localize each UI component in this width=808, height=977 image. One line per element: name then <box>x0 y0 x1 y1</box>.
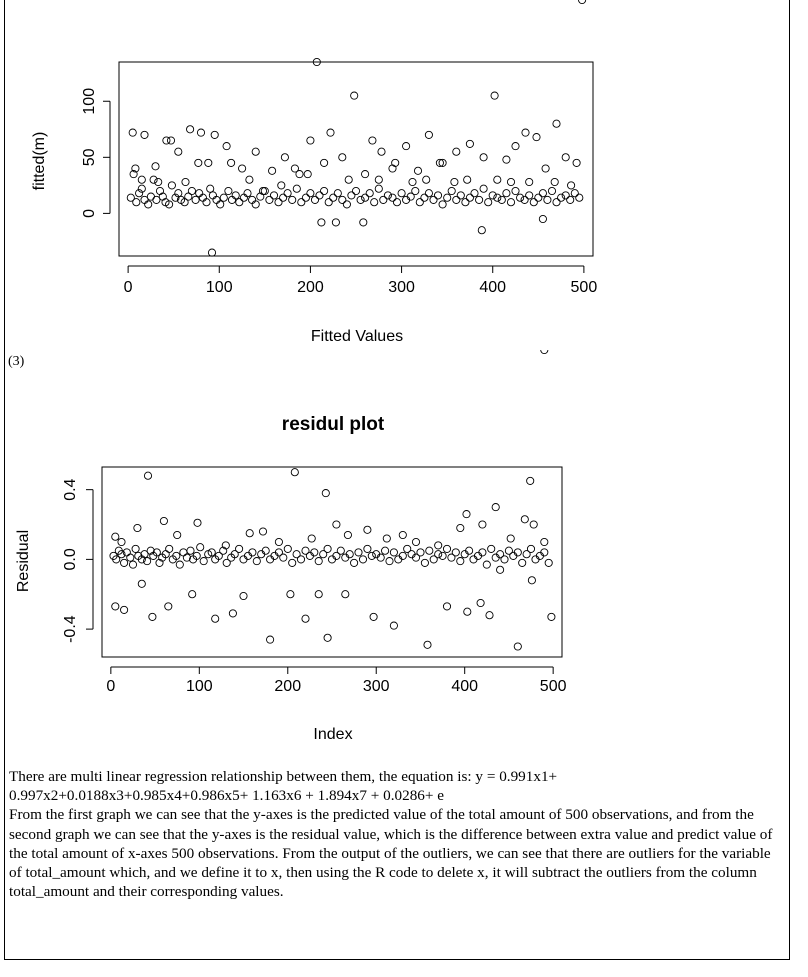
residual-plot-chart <box>0 350 808 760</box>
chart1-data-point <box>576 194 583 201</box>
chart1-data-point <box>208 249 215 256</box>
chart2-data-point <box>412 538 419 545</box>
chart2-data-point <box>483 561 490 568</box>
chart2-data-point <box>463 511 470 518</box>
chart2-data-point <box>112 603 119 610</box>
chart1-data-point <box>526 192 533 199</box>
chart2-data-point <box>302 615 309 622</box>
chart1-y-tick-label: 100 <box>81 87 98 115</box>
chart1-data-point <box>448 187 455 194</box>
chart2-data-point <box>541 350 548 354</box>
chart2-data-point <box>333 521 340 528</box>
chart1-data-point <box>362 194 369 201</box>
chart2-data-point <box>166 545 173 552</box>
chart2-data-point <box>545 559 552 566</box>
chart1-data-point <box>307 137 314 144</box>
chart2-data-point <box>386 558 393 565</box>
chart1-data-point <box>444 194 451 201</box>
chart2-data-point <box>287 591 294 598</box>
chart2-x-tick-label: 100 <box>185 678 213 695</box>
chart1-data-point <box>280 194 287 201</box>
chart1-data-point <box>348 192 355 199</box>
chart1-data-point <box>476 196 483 203</box>
chart1-data-point <box>558 194 565 201</box>
chart1-data-point <box>451 178 458 185</box>
chart2-data-point <box>337 547 344 554</box>
chart2-data-point <box>464 608 471 615</box>
chart2-data-point <box>435 551 442 558</box>
chart1-data-point <box>345 176 352 183</box>
chart1-data-point <box>236 199 243 206</box>
chart1-data-point <box>199 194 206 201</box>
chart1-data-point <box>298 199 305 206</box>
chart2-data-point <box>521 516 528 523</box>
chart1-data-point <box>352 187 359 194</box>
regression-equation-text: There are multi linear regression relationship between them, the equation is: y = 0.991x1+ 0.997x2+0.0188x3+0.985x4+0.986x5+ 1.163x6 + 1.894x7 + 0.0286+ e <box>9 768 558 805</box>
chart1-data-point <box>147 193 154 200</box>
chart1-data-point <box>362 171 369 178</box>
chart1-data-point <box>503 190 510 197</box>
chart2-data-point <box>291 469 298 476</box>
chart2-y-tick-label: 0.4 <box>62 478 79 501</box>
chart2-data-point <box>160 517 167 524</box>
chart1-data-point <box>375 185 382 192</box>
chart1-data-point <box>507 178 514 185</box>
chart1-data-point <box>321 159 328 166</box>
chart1-data-point <box>384 192 391 199</box>
chart2-data-point <box>176 561 183 568</box>
chart1-data-point <box>152 163 159 170</box>
chart2-data-point <box>315 558 322 565</box>
chart1-data-point <box>209 192 216 199</box>
chart2-y-tick-label: -0.4 <box>62 615 79 643</box>
chart1-data-point <box>573 159 580 166</box>
chart1-data-point <box>478 227 485 234</box>
chart1-data-point <box>225 187 232 194</box>
chart1-data-point <box>302 194 309 201</box>
chart1-data-point <box>343 201 350 208</box>
chart2-data-point <box>492 504 499 511</box>
chart2-data-point <box>355 549 362 556</box>
chart1-data-point <box>192 196 199 203</box>
chart1-data-point <box>232 192 239 199</box>
chart1-data-point <box>244 190 251 197</box>
chart1-data-point <box>307 190 314 197</box>
chart1-data-point <box>220 194 227 201</box>
chart1-data-point <box>553 199 560 206</box>
chart2-data-point <box>435 542 442 549</box>
chart2-data-point <box>479 521 486 528</box>
chart2-data-point <box>197 544 204 551</box>
chart2-data-point <box>488 545 495 552</box>
chart1-data-point <box>522 129 529 136</box>
chart2-data-point <box>486 612 493 619</box>
chart1-y-tick-label: 0 <box>81 208 98 218</box>
chart1-data-point <box>498 196 505 203</box>
chart1-data-point <box>351 92 358 99</box>
chart2-data-point <box>382 547 389 554</box>
chart1-data-point <box>196 190 203 197</box>
chart2-data-point <box>477 599 484 606</box>
chart1-data-point <box>270 192 277 199</box>
chart1-data-point <box>380 196 387 203</box>
chart1-x-tick-label: 300 <box>388 279 415 296</box>
chart2-data-point <box>174 531 181 538</box>
chart1-data-point <box>228 159 235 166</box>
chart1-data-point <box>275 199 282 206</box>
chart2-data-point <box>519 559 526 566</box>
chart1-data-point <box>145 201 152 208</box>
chart1-data-point <box>471 190 478 197</box>
chart1-data-point <box>203 199 210 206</box>
chart2-data-point <box>267 636 274 643</box>
chart2-data-point <box>121 559 128 566</box>
chart2-data-point <box>138 580 145 587</box>
chart2-data-point <box>189 591 196 598</box>
chart1-data-point <box>494 194 501 201</box>
explanation-paragraph <box>9 767 779 901</box>
chart1-data-point <box>188 187 195 194</box>
chart1-data-point <box>366 190 373 197</box>
chart2-data-point <box>280 554 287 561</box>
chart1-data-point <box>334 190 341 197</box>
chart1-data-point <box>491 92 498 99</box>
chart1-data-point <box>159 193 166 200</box>
chart2-data-point <box>364 545 371 552</box>
chart1-data-point <box>512 187 519 194</box>
chart2-data-point <box>149 613 156 620</box>
chart1-data-point <box>457 192 464 199</box>
chart1-data-point <box>567 196 574 203</box>
chart1-data-point <box>553 120 560 127</box>
chart1-data-point <box>542 165 549 172</box>
chart1-data-point <box>398 190 405 197</box>
chart1-data-point <box>175 148 182 155</box>
chart2-ylabel: Residual <box>15 529 32 593</box>
chart1-data-point <box>551 178 558 185</box>
chart1-data-point <box>503 156 510 163</box>
chart2-data-point <box>127 554 134 561</box>
chart2-data-point <box>527 477 534 484</box>
chart2-data-point <box>421 559 428 566</box>
chart2-data-point <box>322 490 329 497</box>
chart2-data-point <box>457 558 464 565</box>
chart2-data-point <box>417 549 424 556</box>
chart1-x-tick-label: 500 <box>570 279 598 296</box>
chart1-data-point <box>281 154 288 161</box>
chart1-data-point <box>412 187 419 194</box>
chart1-data-point <box>571 190 578 197</box>
chart1-data-point <box>512 143 519 150</box>
chart1-data-point <box>293 185 300 192</box>
chart2-data-point <box>424 641 431 648</box>
chart1-data-point <box>464 176 471 183</box>
chart1-data-point <box>414 167 421 174</box>
chart1-data-point <box>213 196 220 203</box>
chart2-data-point <box>194 519 201 526</box>
chart1-data-point <box>141 131 148 138</box>
chart1-data-point <box>269 167 276 174</box>
chart1-data-point <box>579 0 586 4</box>
chart1-data-point <box>291 165 298 172</box>
chart1-data-point <box>228 196 235 203</box>
chart1-data-point <box>211 131 218 138</box>
chart2-data-point <box>187 547 194 554</box>
chart1-data-point <box>249 196 256 203</box>
interpretation-text: From the first graph we can see that the y-axes is the predicted value of the total amount of 500 observations, and from the second graph we can see that the y-axes is the residual value, which is the difference between extra value and predict value of the total amount of x-axes 500 observations. From the output of the outliers, we can see that there are outliers for the variable of total_amount which, and we define it to x, then using the R code to delete x, it will subtract the outliers from the column total_amount and their corresponding values. <box>9 806 773 901</box>
chart2-data-point <box>359 556 366 563</box>
chart2-data-point <box>548 613 555 620</box>
chart1-data-point <box>539 215 546 222</box>
chart2-data-point <box>541 538 548 545</box>
chart1-data-point <box>321 187 328 194</box>
chart1-data-point <box>327 129 334 136</box>
chart2-data-point <box>364 526 371 533</box>
chart1-data-point <box>530 199 537 206</box>
chart1-data-point <box>507 199 514 206</box>
chart2-data-point <box>132 545 139 552</box>
chart1-data-point <box>187 126 194 133</box>
chart1-data-point <box>182 178 189 185</box>
chart1-data-point <box>480 154 487 161</box>
chart2-data-point <box>443 545 450 552</box>
chart2-data-point <box>439 552 446 559</box>
chart1-data-point <box>544 196 551 203</box>
chart1-data-point <box>392 159 399 166</box>
chart1-data-point <box>156 187 163 194</box>
chart1-data-point <box>197 129 204 136</box>
chart1-data-point <box>259 187 266 194</box>
chart2-data-point <box>134 524 141 531</box>
chart2-y-tick-label: 0.0 <box>62 548 79 571</box>
chart1-data-point <box>278 182 285 189</box>
chart2-data-point <box>315 591 322 598</box>
chart1-data-point <box>155 178 162 185</box>
chart1-data-point <box>369 137 376 144</box>
chart1-data-point <box>453 196 460 203</box>
chart2-data-point <box>275 538 282 545</box>
chart2-data-point <box>289 559 296 566</box>
chart1-data-point <box>434 192 441 199</box>
chart1-x-tick-label: 0 <box>123 279 133 296</box>
chart2-data-point <box>121 606 128 613</box>
chart1-data-point <box>133 199 140 206</box>
chart1-data-point <box>421 194 428 201</box>
chart2-data-point <box>497 566 504 573</box>
chart1-data-point <box>485 199 492 206</box>
chart2-data-point <box>236 545 243 552</box>
chart2-data-point <box>443 603 450 610</box>
chart1-x-tick-label: 400 <box>479 279 507 296</box>
chart2-data-point <box>501 556 508 563</box>
chart1-data-point <box>378 148 385 155</box>
chart2-data-point <box>351 559 358 566</box>
chart1-data-point <box>423 176 430 183</box>
chart1-data-point <box>389 165 396 172</box>
chart1-data-point <box>339 196 346 203</box>
chart2-data-point <box>112 533 119 540</box>
chart2-data-point <box>246 530 253 537</box>
chart2-data-point <box>180 549 187 556</box>
chart2-data-point <box>259 528 266 535</box>
chart1-data-point <box>562 192 569 199</box>
chart2-data-point <box>229 610 236 617</box>
chart1-data-point <box>526 178 533 185</box>
chart2-data-point <box>514 643 521 650</box>
chart1-data-point <box>357 196 364 203</box>
chart2-x-tick-label: 500 <box>539 678 567 695</box>
chart1-data-point <box>240 194 247 201</box>
chart1-data-point <box>252 148 259 155</box>
chart1-data-point <box>217 201 224 208</box>
chart2-data-point <box>284 545 291 552</box>
chart1-data-point <box>375 176 382 183</box>
chart1-data-point <box>325 199 332 206</box>
chart2-data-point <box>118 538 125 545</box>
chart1-data-point <box>252 201 259 208</box>
chart2-data-point <box>212 615 219 622</box>
chart2-data-point <box>324 545 331 552</box>
chart1-data-point <box>167 137 174 144</box>
chart1-data-point <box>439 201 446 208</box>
chart1-data-point <box>430 196 437 203</box>
chart1-data-point <box>453 148 460 155</box>
chart1-data-point <box>195 159 202 166</box>
chart1-data-point <box>339 154 346 161</box>
chart1-data-point <box>261 187 268 194</box>
chart1-data-point <box>129 129 136 136</box>
chart2-data-point <box>144 472 151 479</box>
chart1-data-point <box>403 143 410 150</box>
chart1-x-tick-label: 100 <box>205 279 233 296</box>
chart2-data-point <box>370 613 377 620</box>
chart1-data-point <box>138 176 145 183</box>
chart2-data-point <box>426 547 433 554</box>
chart1-x-tick-label: 200 <box>297 279 324 296</box>
chart1-data-point <box>207 185 214 192</box>
chart2-data-point <box>308 535 315 542</box>
chart1-data-point <box>533 134 540 141</box>
chart1-data-point <box>535 194 542 201</box>
chart2-data-point <box>165 603 172 610</box>
chart1-data-point <box>284 190 291 197</box>
chart2-data-point <box>399 531 406 538</box>
chart1-data-point <box>416 199 423 206</box>
chart2-data-point <box>390 622 397 629</box>
chart1-data-point <box>318 219 325 226</box>
chart2-x-tick-label: 300 <box>362 678 390 695</box>
chart2-data-point <box>527 545 534 552</box>
chart2-data-point <box>457 524 464 531</box>
chart1-data-point <box>223 143 230 150</box>
chart1-data-point <box>489 192 496 199</box>
chart1-data-point <box>494 176 501 183</box>
chart2-data-point <box>297 556 304 563</box>
chart2-data-point <box>200 558 207 565</box>
chart2-x-tick-label: 0 <box>106 678 116 695</box>
chart2-x-tick-label: 400 <box>451 678 479 695</box>
chart1-data-point <box>246 176 253 183</box>
chart1-data-point <box>425 190 432 197</box>
chart1-data-point <box>389 194 396 201</box>
chart1-data-point <box>239 165 246 172</box>
chart1-data-point <box>548 187 555 194</box>
chart1-data-point <box>371 199 378 206</box>
chart1-y-tick-label: 50 <box>81 148 98 167</box>
chart1-data-point <box>360 219 367 226</box>
chart1-data-point <box>316 192 323 199</box>
chart1-data-point <box>466 194 473 201</box>
chart1-data-point <box>266 196 273 203</box>
chart1-data-point <box>311 196 318 203</box>
chart2-data-point <box>530 521 537 528</box>
fitted-values-chart <box>0 0 808 350</box>
chart1-data-point <box>521 196 528 203</box>
chart1-data-point <box>330 194 337 201</box>
chart1-data-point <box>462 199 469 206</box>
chart2-data-point <box>452 549 459 556</box>
chart1-data-point <box>205 159 212 166</box>
chart1-data-point <box>289 196 296 203</box>
chart2-data-point <box>324 634 331 641</box>
chart2-data-point <box>240 592 247 599</box>
chart2-data-point <box>129 561 136 568</box>
chart1-data-point <box>409 178 416 185</box>
chart1-xlabel: Fitted Values <box>310 328 404 345</box>
chart2-data-point <box>507 535 514 542</box>
chart1-ylabel: fitted(m) <box>31 131 48 191</box>
chart1-data-point <box>517 194 524 201</box>
chart2-data-point <box>383 535 390 542</box>
chart2-data-point <box>344 531 351 538</box>
chart1-data-point <box>539 190 546 197</box>
chart1-data-point <box>466 140 473 147</box>
chart1-data-point <box>568 182 575 189</box>
chart2-data-point <box>528 577 535 584</box>
chart1-plot-box <box>119 62 593 256</box>
chart2-data-point <box>390 549 397 556</box>
chart2-x-tick-label: 200 <box>274 678 302 695</box>
chart2-data-point <box>368 552 375 559</box>
section-label: (3) <box>8 354 25 369</box>
chart1-data-point <box>168 182 175 189</box>
chart1-data-point <box>425 131 432 138</box>
chart1-data-point <box>150 176 157 183</box>
chart1-data-point <box>562 154 569 161</box>
chart2-title: residul plot <box>281 414 385 435</box>
chart1-data-point <box>393 199 400 206</box>
chart1-data-point <box>480 185 487 192</box>
chart1-data-point <box>332 219 339 226</box>
chart2-data-point <box>253 558 260 565</box>
chart2-data-point <box>342 591 349 598</box>
chart2-xlabel: Index <box>313 726 353 743</box>
chart1-data-point <box>304 171 311 178</box>
